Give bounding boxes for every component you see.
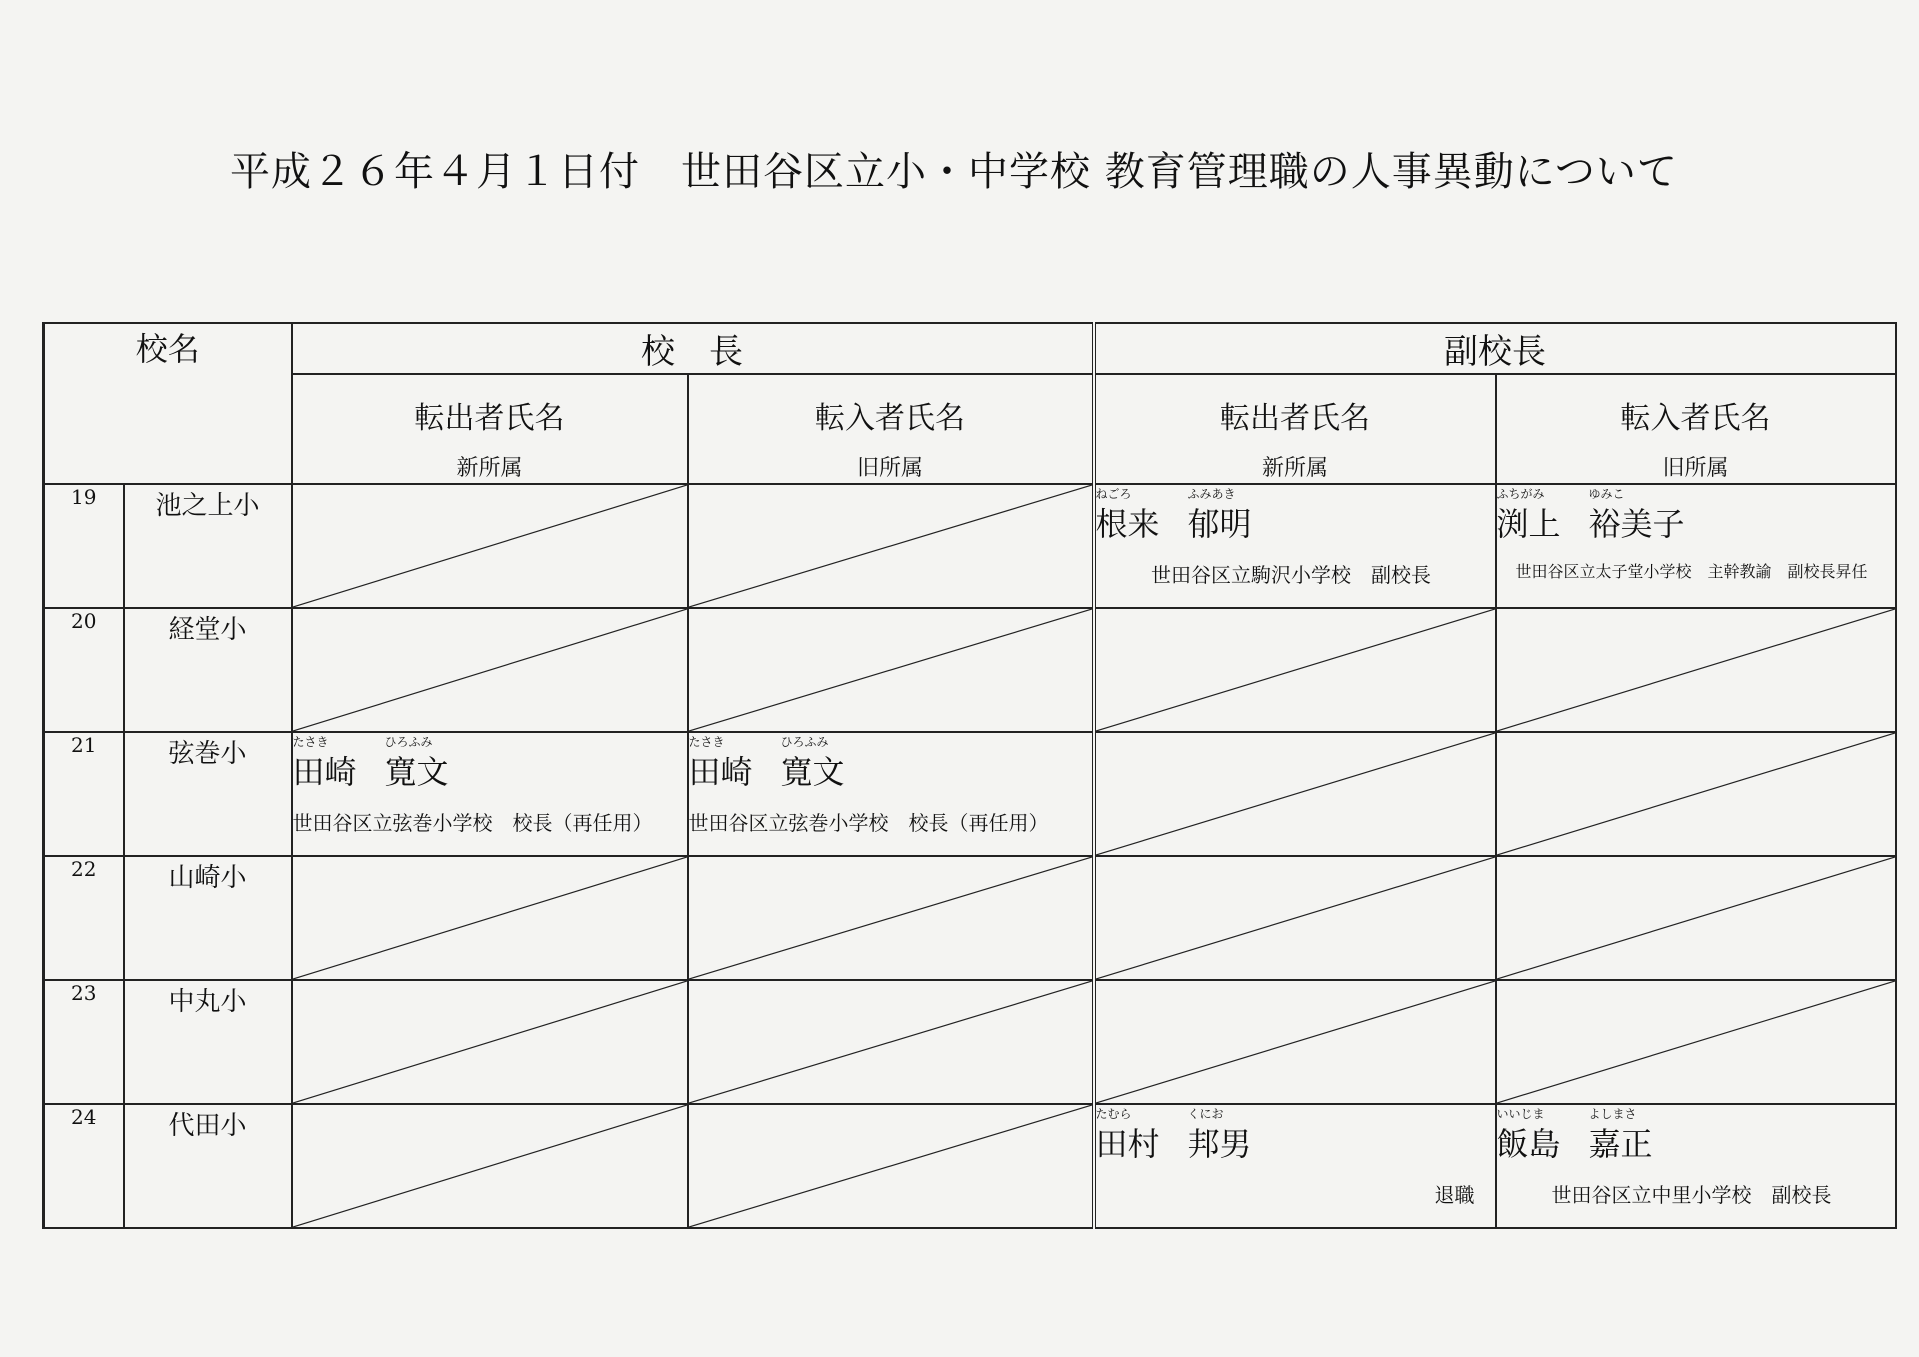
slash-line	[1497, 857, 1895, 979]
slash-line	[1096, 981, 1495, 1103]
person-cell	[1496, 1104, 1896, 1228]
school-name: 中丸小	[124, 980, 292, 1104]
person-cell	[1094, 1104, 1496, 1228]
person-cell	[688, 732, 1094, 856]
slash-line	[293, 857, 687, 979]
person-name	[689, 747, 1092, 793]
name-ruby	[689, 733, 1092, 747]
surname-ruby: たさき	[292, 735, 329, 749]
slash-line	[1497, 733, 1895, 855]
vp-in-header	[1496, 374, 1896, 484]
given-name: 寛文	[384, 753, 449, 791]
school-number: 21	[44, 732, 124, 856]
person-name	[1096, 1119, 1495, 1165]
given-name: 嘉正	[1588, 1125, 1653, 1163]
table-row	[44, 980, 1896, 1104]
given-ruby: よしまさ	[1588, 1107, 1637, 1121]
page-title: 平成２６年４月１日付 世田谷区立小・中学校 教育管理職の人事異動について	[230, 149, 1678, 195]
slash-line	[1096, 857, 1495, 979]
affiliation: 世田谷区立駒沢小学校 副校長	[1151, 563, 1432, 587]
surname: 田村	[1095, 1125, 1160, 1163]
surname-ruby: いいじま	[1496, 1107, 1545, 1121]
given-name: 邦男	[1187, 1125, 1252, 1163]
personnel-table	[42, 322, 1897, 1229]
empty-slash-cell	[1094, 608, 1496, 732]
person-cell	[1094, 484, 1496, 608]
slash-line	[1497, 981, 1895, 1103]
person-name	[1497, 499, 1895, 545]
slash-line	[689, 1105, 1092, 1227]
surname: 飯島	[1496, 1125, 1561, 1163]
slash-line	[689, 609, 1092, 731]
empty-slash-cell	[292, 608, 688, 732]
empty-slash-cell	[292, 1104, 688, 1228]
out-sub-label: 新所属	[1262, 456, 1329, 481]
empty-slash-cell	[1496, 980, 1896, 1104]
empty-slash-cell	[1094, 980, 1496, 1104]
in-sub-label: 旧所属	[1662, 456, 1729, 481]
school-name: 弦巻小	[124, 732, 292, 856]
slash-line	[689, 857, 1092, 979]
given-ruby: ゆみこ	[1588, 487, 1625, 501]
school-name: 池之上小	[124, 484, 292, 608]
school-name: 経堂小	[124, 608, 292, 732]
out-sub-label: 新所属	[456, 456, 523, 481]
school-name-header: 校名	[44, 323, 292, 484]
table-row	[44, 856, 1896, 980]
given-ruby: ふみあき	[1187, 487, 1236, 501]
table-row	[44, 484, 1896, 608]
slash-line	[1096, 733, 1495, 855]
person-cell	[292, 732, 688, 856]
in-sub-label: 旧所属	[857, 456, 924, 481]
affiliation: 世田谷区立中里小学校 副校長	[1551, 1183, 1832, 1207]
principal-header: 校 長	[292, 323, 1094, 374]
empty-slash-cell	[688, 980, 1094, 1104]
name-ruby	[293, 733, 687, 747]
principal-out-header	[292, 374, 688, 484]
surname-ruby: たむら	[1095, 1107, 1132, 1121]
affiliation: 世田谷区立弦巻小学校 校長（再任用）	[688, 811, 1049, 835]
school-number: 20	[44, 608, 124, 732]
affiliation: 退職	[1434, 1183, 1475, 1207]
in-name-label: 転入者氏名	[815, 401, 966, 436]
table-row	[44, 732, 1896, 856]
given-ruby: ひろふみ	[384, 735, 433, 749]
out-name-label: 転出者氏名	[1220, 401, 1371, 436]
given-name: 郁明	[1187, 505, 1252, 543]
surname: 田崎	[688, 753, 753, 791]
slash-line	[1497, 609, 1895, 731]
given-name: 裕美子	[1588, 505, 1685, 543]
surname: 田崎	[292, 753, 357, 791]
person-name	[1497, 1119, 1895, 1165]
empty-slash-cell	[292, 484, 688, 608]
surname: 根来	[1095, 505, 1160, 543]
empty-slash-cell	[688, 484, 1094, 608]
person-cell	[1496, 484, 1896, 608]
name-ruby	[1096, 485, 1495, 499]
slash-line	[689, 485, 1092, 607]
surname-ruby: ふちがみ	[1496, 487, 1545, 501]
school-number: 19	[44, 484, 124, 608]
vice-principal-header: 副校長	[1094, 323, 1896, 374]
given-name: 寛文	[780, 753, 845, 791]
school-number: 23	[44, 980, 124, 1104]
name-ruby	[1497, 485, 1895, 499]
vp-out-header	[1094, 374, 1496, 484]
empty-slash-cell	[688, 856, 1094, 980]
principal-in-header	[688, 374, 1094, 484]
affiliation: 世田谷区立太子堂小学校 主幹教諭 副校長昇任	[1515, 562, 1868, 581]
empty-slash-cell	[1094, 856, 1496, 980]
school-number: 24	[44, 1104, 124, 1228]
out-name-label: 転出者氏名	[414, 401, 565, 436]
school-name: 代田小	[124, 1104, 292, 1228]
person-name	[293, 747, 687, 793]
slash-line	[1096, 609, 1495, 731]
name-ruby	[1096, 1105, 1495, 1119]
in-name-label: 転入者氏名	[1620, 401, 1771, 436]
empty-slash-cell	[1496, 732, 1896, 856]
surname-ruby: たさき	[688, 735, 725, 749]
school-number: 22	[44, 856, 124, 980]
slash-line	[293, 609, 687, 731]
school-name: 山崎小	[124, 856, 292, 980]
slash-line	[293, 1105, 687, 1227]
table-row	[44, 1104, 1896, 1228]
given-ruby: ひろふみ	[780, 735, 829, 749]
surname: 渕上	[1496, 505, 1561, 543]
empty-slash-cell	[1094, 732, 1496, 856]
empty-slash-cell	[292, 980, 688, 1104]
empty-slash-cell	[1496, 856, 1896, 980]
slash-line	[293, 981, 687, 1103]
name-ruby	[1497, 1105, 1895, 1119]
given-ruby: くにお	[1187, 1107, 1224, 1121]
surname-ruby: ねごろ	[1095, 487, 1132, 501]
empty-slash-cell	[1496, 608, 1896, 732]
empty-slash-cell	[688, 608, 1094, 732]
affiliation: 世田谷区立弦巻小学校 校長（再任用）	[292, 811, 653, 835]
empty-slash-cell	[688, 1104, 1094, 1228]
slash-line	[689, 981, 1092, 1103]
empty-slash-cell	[292, 856, 688, 980]
person-name	[1096, 499, 1495, 545]
table-row	[44, 608, 1896, 732]
slash-line	[293, 485, 687, 607]
